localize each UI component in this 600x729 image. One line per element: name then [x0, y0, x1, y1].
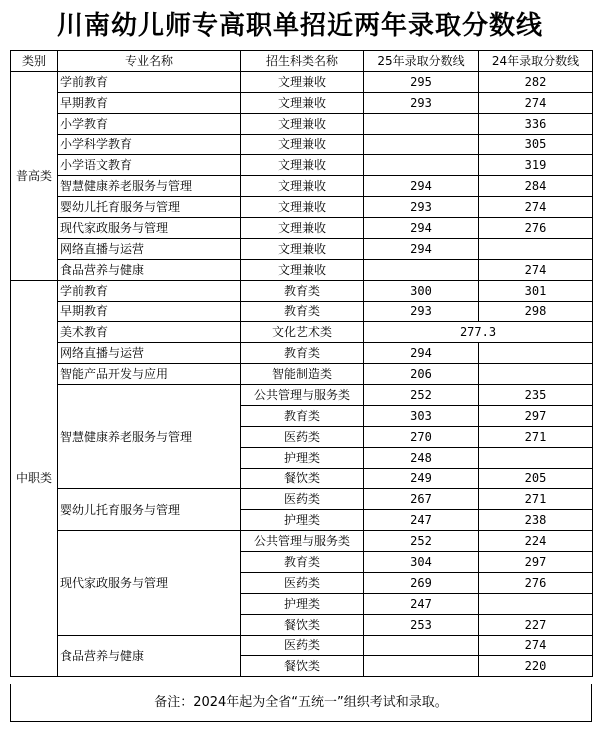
subject-cell: 公共管理与服务类: [241, 385, 364, 406]
score-25-cell: 293: [364, 197, 479, 218]
score-25-cell: 249: [364, 468, 479, 489]
major-name-cell: 小学教育: [58, 113, 241, 134]
major-name-cell: 现代家政服务与管理: [58, 531, 241, 635]
major-name-cell: 食品营养与健康: [58, 259, 241, 280]
score-25-cell: 247: [364, 593, 479, 614]
score-25-cell: [364, 259, 479, 280]
page-title: 川南幼儿师专高职单招近两年录取分数线: [56, 11, 543, 41]
subject-cell: 文理兼收: [241, 155, 364, 176]
score-25-cell: [364, 656, 479, 677]
score-25-cell: 252: [364, 531, 479, 552]
score-24-cell: 319: [479, 155, 593, 176]
subject-cell: 教育类: [241, 552, 364, 573]
major-name-cell: 美术教育: [58, 322, 241, 343]
score-25-cell: 294: [364, 218, 479, 239]
table-row: [11, 176, 593, 197]
table-row: [11, 92, 593, 113]
subject-cell: 文理兼收: [241, 197, 364, 218]
score-25-cell: 253: [364, 614, 479, 635]
subject-cell: 文理兼收: [241, 176, 364, 197]
score-24-cell: 274: [479, 197, 593, 218]
subject-cell: 文理兼收: [241, 134, 364, 155]
subject-cell: 医药类: [241, 489, 364, 510]
footnote: 备注：2024年起为全省“五统一”组织考试和录取。: [10, 684, 592, 722]
subject-cell: 文理兼收: [241, 218, 364, 239]
score-merged-cell: 277.3: [364, 322, 593, 343]
subject-cell: 智能制造类: [241, 364, 364, 385]
score-24-cell: 297: [479, 552, 593, 573]
table-row: [11, 531, 593, 552]
score-24-cell: 282: [479, 71, 593, 92]
major-name-cell: 学前教育: [58, 280, 241, 301]
subject-cell: 文理兼收: [241, 71, 364, 92]
subject-cell: 餐饮类: [241, 614, 364, 635]
major-name-cell: 婴幼儿托育服务与管理: [58, 197, 241, 218]
table-row: [11, 343, 593, 364]
header-category: 类别: [11, 51, 58, 72]
score-25-cell: 295: [364, 71, 479, 92]
subject-cell: 护理类: [241, 593, 364, 614]
table-row: [11, 155, 593, 176]
score-25-cell: 294: [364, 176, 479, 197]
table-row: [11, 385, 593, 406]
score-25-cell: [364, 134, 479, 155]
major-name-cell: 学前教育: [58, 71, 241, 92]
table-row: [11, 364, 593, 385]
subject-cell: 教育类: [241, 405, 364, 426]
major-name-cell: 早期教育: [58, 301, 241, 322]
score-24-cell: 276: [479, 218, 593, 239]
major-name-cell: 网络直播与运营: [58, 343, 241, 364]
header-major: 专业名称: [58, 51, 241, 72]
score-24-cell: [479, 447, 593, 468]
table-row: [11, 301, 593, 322]
score-25-cell: [364, 113, 479, 134]
score-24-cell: [479, 364, 593, 385]
table-row: [11, 489, 593, 510]
table-row: [11, 134, 593, 155]
score-25-cell: [364, 155, 479, 176]
subject-cell: 餐饮类: [241, 468, 364, 489]
subject-cell: 医药类: [241, 426, 364, 447]
subject-cell: 文理兼收: [241, 113, 364, 134]
score-25-cell: 248: [364, 447, 479, 468]
subject-cell: 护理类: [241, 447, 364, 468]
score-25-cell: 206: [364, 364, 479, 385]
score-25-cell: 304: [364, 552, 479, 573]
major-name-cell: 小学语文教育: [58, 155, 241, 176]
score-25-cell: 247: [364, 510, 479, 531]
score-24-cell: 224: [479, 531, 593, 552]
score-24-cell: 220: [479, 656, 593, 677]
subject-cell: 医药类: [241, 635, 364, 656]
score-24-cell: 276: [479, 572, 593, 593]
table-row: [11, 322, 593, 343]
score-24-cell: 305: [479, 134, 593, 155]
table-header-row: [11, 51, 593, 72]
major-name-cell: 现代家政服务与管理: [58, 218, 241, 239]
major-name-cell: 食品营养与健康: [58, 635, 241, 677]
score-24-cell: 205: [479, 468, 593, 489]
table-row: [11, 218, 593, 239]
score-25-cell: 293: [364, 92, 479, 113]
header-score-25: 25年录取分数线: [364, 51, 479, 72]
score-24-cell: 271: [479, 426, 593, 447]
subject-cell: 教育类: [241, 343, 364, 364]
major-name-cell: 智慧健康养老服务与管理: [58, 385, 241, 489]
category-cell: 普高类: [11, 71, 58, 280]
score-24-cell: 336: [479, 113, 593, 134]
score-24-cell: 271: [479, 489, 593, 510]
subject-cell: 教育类: [241, 301, 364, 322]
subject-cell: 餐饮类: [241, 656, 364, 677]
score-24-cell: 297: [479, 405, 593, 426]
subject-cell: 公共管理与服务类: [241, 531, 364, 552]
subject-cell: 文理兼收: [241, 259, 364, 280]
score-24-cell: [479, 238, 593, 259]
score-25-cell: 269: [364, 572, 479, 593]
subject-cell: 文化艺术类: [241, 322, 364, 343]
score-25-cell: 252: [364, 385, 479, 406]
score-25-cell: 270: [364, 426, 479, 447]
score-24-cell: 298: [479, 301, 593, 322]
major-name-cell: 早期教育: [58, 92, 241, 113]
header-score-24: 24年录取分数线: [479, 51, 593, 72]
table-row: [11, 71, 593, 92]
major-name-cell: 婴幼儿托育服务与管理: [58, 489, 241, 531]
subject-cell: 文理兼收: [241, 238, 364, 259]
score-24-cell: 227: [479, 614, 593, 635]
score-25-cell: [364, 635, 479, 656]
table-row: [11, 238, 593, 259]
subject-cell: 文理兼收: [241, 92, 364, 113]
table-row: [11, 280, 593, 301]
table-row: [11, 197, 593, 218]
subject-cell: 教育类: [241, 280, 364, 301]
table-row: [11, 259, 593, 280]
score-25-cell: 267: [364, 489, 479, 510]
score-24-cell: 235: [479, 385, 593, 406]
score-24-cell: [479, 593, 593, 614]
subject-cell: 医药类: [241, 572, 364, 593]
score-24-cell: 301: [479, 280, 593, 301]
admission-score-table: [10, 50, 593, 677]
score-25-cell: 303: [364, 405, 479, 426]
major-name-cell: 网络直播与运营: [58, 238, 241, 259]
score-24-cell: 238: [479, 510, 593, 531]
score-25-cell: 300: [364, 280, 479, 301]
score-24-cell: [479, 343, 593, 364]
table-row: [11, 113, 593, 134]
header-subject: 招生科类名称: [241, 51, 364, 72]
major-name-cell: 小学科学教育: [58, 134, 241, 155]
score-25-cell: 293: [364, 301, 479, 322]
score-24-cell: 284: [479, 176, 593, 197]
table-body: [11, 71, 593, 676]
score-25-cell: 294: [364, 343, 479, 364]
major-name-cell: 智能产品开发与应用: [58, 364, 241, 385]
table-row: [11, 635, 593, 656]
score-24-cell: 274: [479, 259, 593, 280]
score-24-cell: 274: [479, 92, 593, 113]
subject-cell: 护理类: [241, 510, 364, 531]
category-cell: 中职类: [11, 280, 58, 677]
major-name-cell: 智慧健康养老服务与管理: [58, 176, 241, 197]
score-25-cell: 294: [364, 238, 479, 259]
score-24-cell: 274: [479, 635, 593, 656]
